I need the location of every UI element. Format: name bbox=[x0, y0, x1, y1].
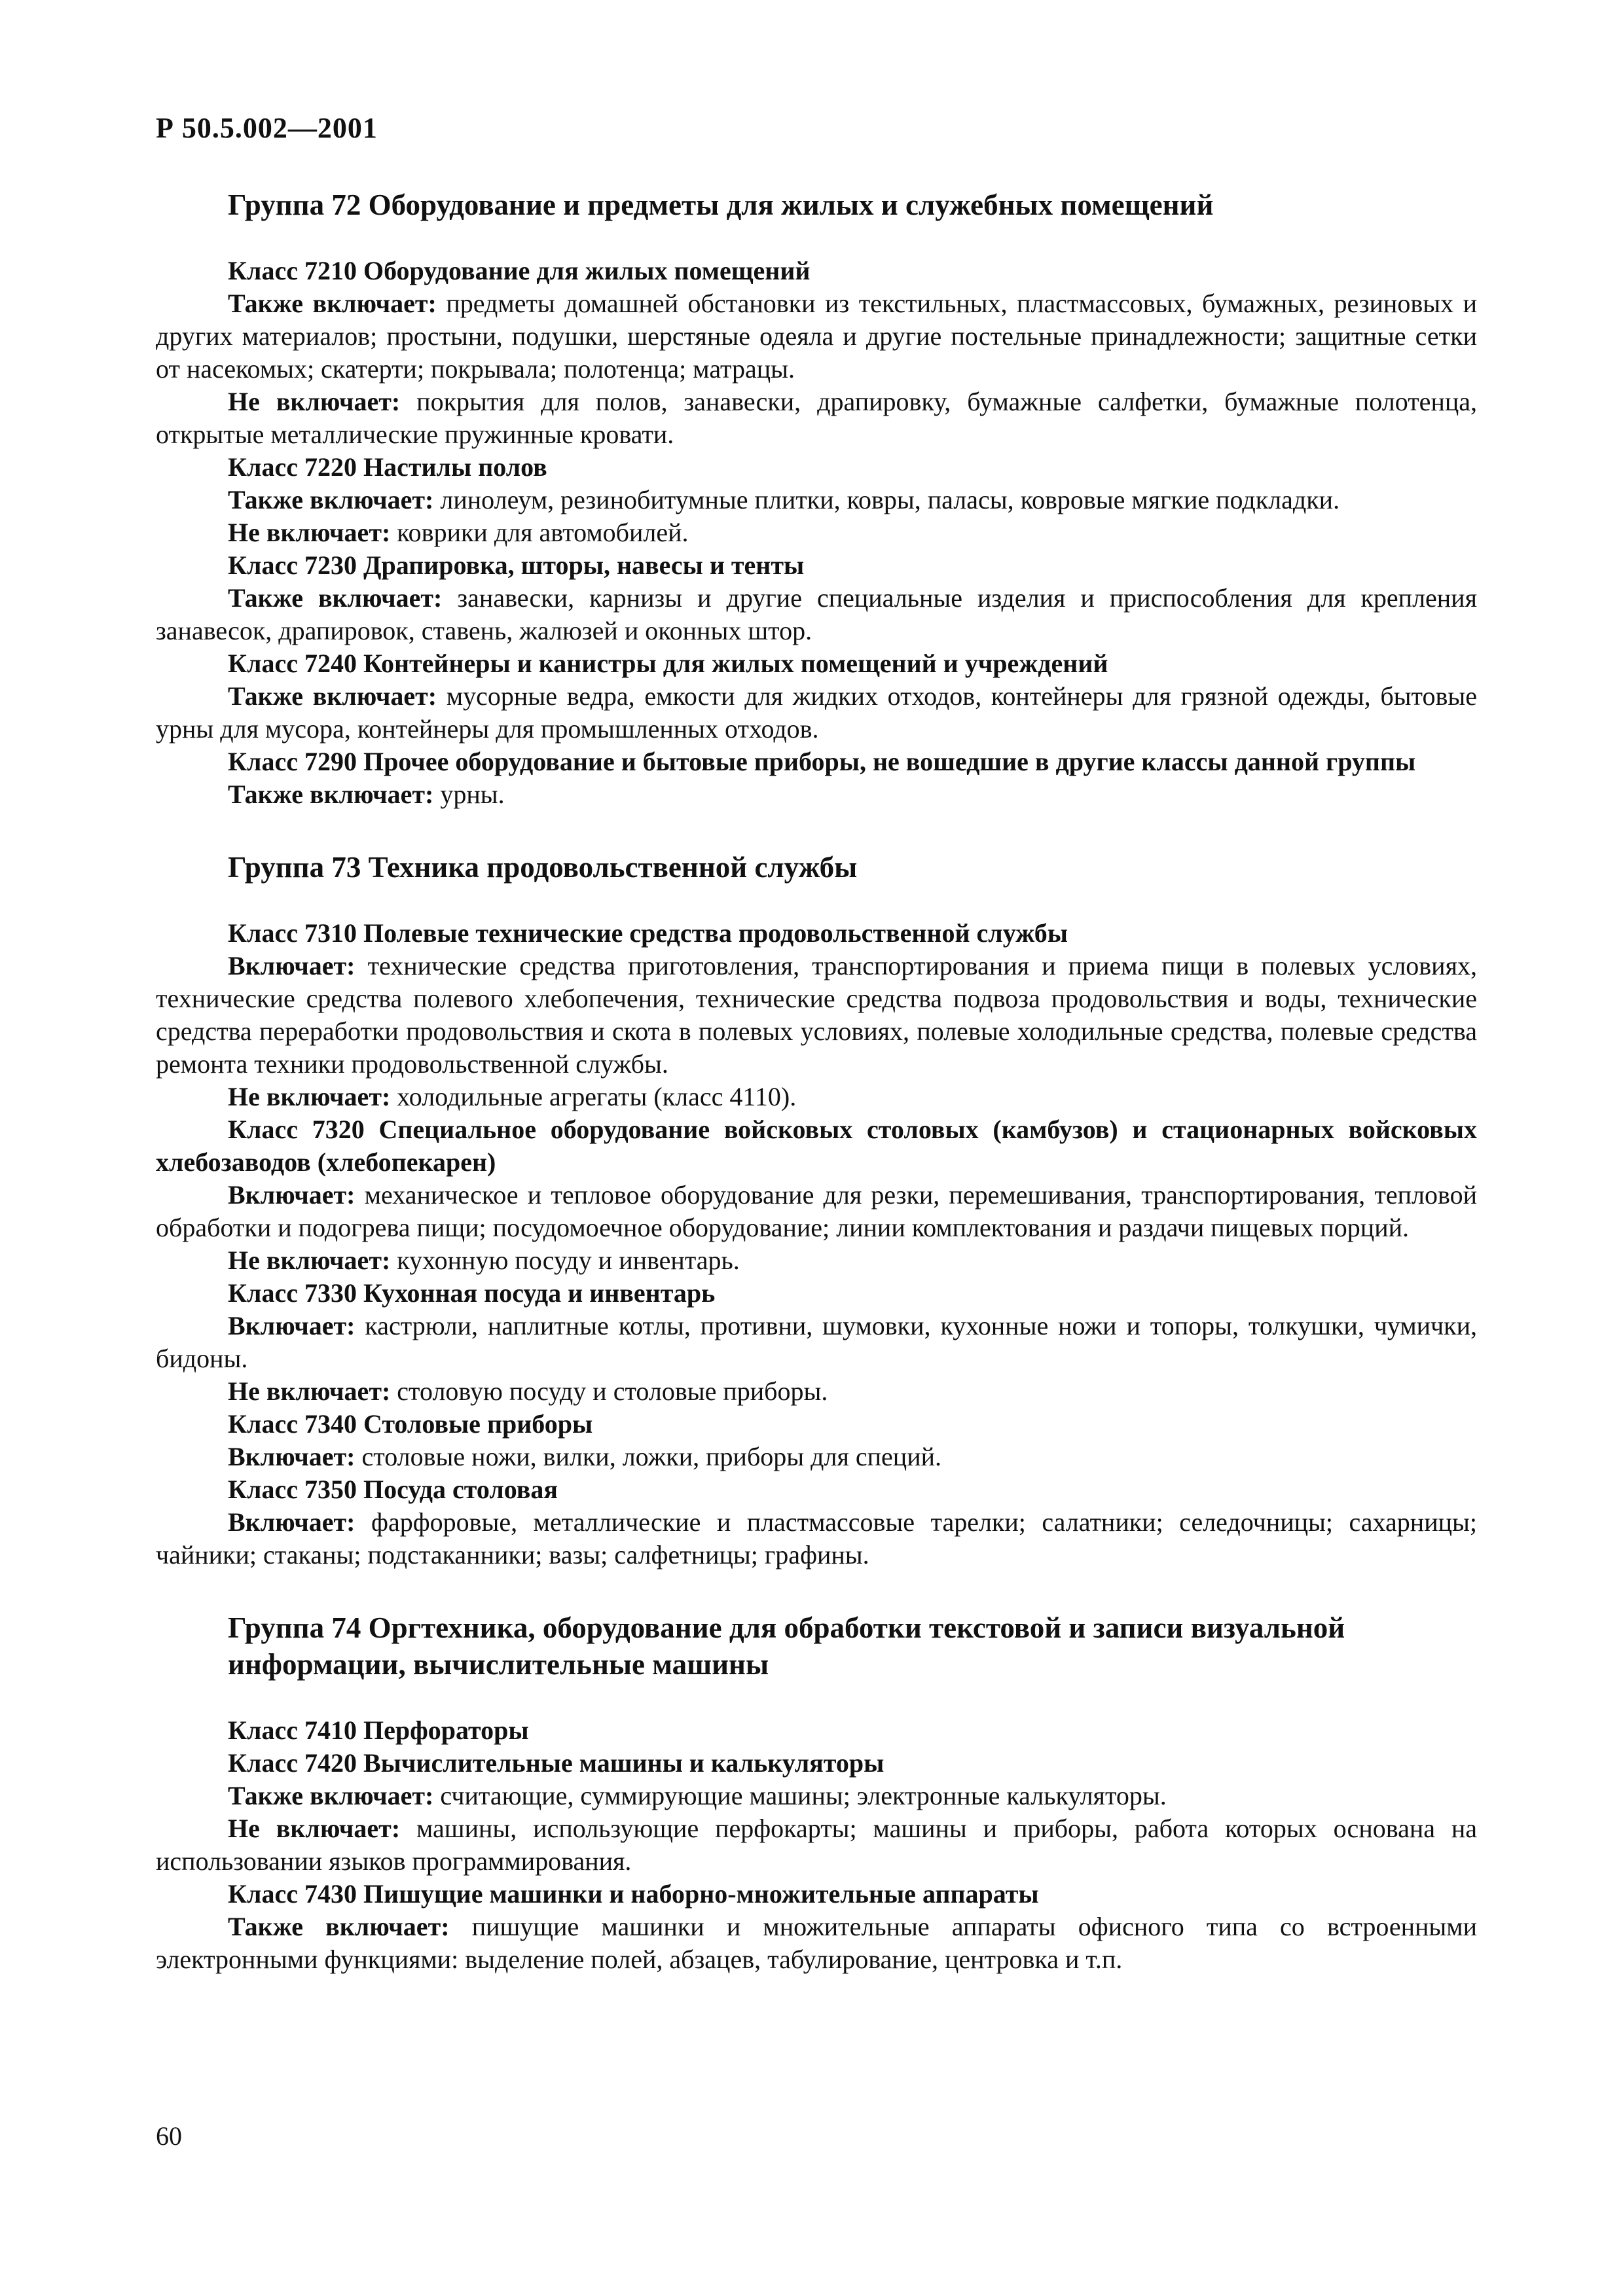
paragraph-text: пишущие машинки и множительные аппараты офисного типа со встроенными электронными функциями: выделение полей, абзацев, табулирование, центровка и т.п. bbox=[156, 1912, 1477, 1974]
class-heading: Класс 7410 Перфораторы bbox=[228, 1715, 529, 1745]
paragraph-label: Также включает: bbox=[228, 485, 434, 514]
class-heading: Класс 7220 Настилы полов bbox=[228, 452, 547, 482]
paragraph-text: машины, использующие перфокарты; машины и приборы, работа которых основана на использовании языков программирования. bbox=[156, 1814, 1478, 1876]
class-paragraph bbox=[156, 778, 1477, 811]
class-paragraph bbox=[156, 386, 1477, 451]
paragraph-text: урны. bbox=[433, 780, 505, 809]
class-heading: Класс 7340 Столовые приборы bbox=[228, 1409, 593, 1439]
paragraph-label: Не включает: bbox=[228, 1246, 391, 1275]
paragraph-label: Также включает: bbox=[228, 681, 437, 711]
class-heading: Класс 7310 Полевые технические средства продовольственной службы bbox=[228, 918, 1068, 948]
paragraph-label: Включает: bbox=[228, 951, 356, 980]
class-paragraph bbox=[156, 582, 1477, 647]
paragraph-text: фарфоровые, металлические и пластмассовые тарелки; салатники; селедочницы; сахарницы; чайники; стаканы; подстаканники; вазы; салфетницы; графины. bbox=[156, 1507, 1477, 1570]
class-heading: Класс 7290 Прочее оборудование и бытовые приборы, не вошедшие в другие классы данной группы bbox=[228, 747, 1416, 776]
group-section bbox=[156, 849, 1477, 1571]
group-section bbox=[156, 1609, 1477, 1976]
class-heading: Класс 7430 Пишущие машинки и наборно-множительные аппараты bbox=[228, 1879, 1039, 1909]
page-number: 60 bbox=[156, 2121, 182, 2151]
paragraph-text: механическое и тепловое оборудование для резки, перемешивания, транспортирования, тепловой обработки и подогрева пищи; посудомоечное оборудование; линии комплектования и раздачи пищевых порций. bbox=[156, 1180, 1477, 1242]
paragraph-label: Не включает: bbox=[228, 1814, 401, 1843]
paragraph-text: считающие, суммирующие машины; электронные калькуляторы. bbox=[433, 1781, 1167, 1810]
paragraph-text: линолеум, резинобитумные плитки, ковры, паласы, ковровые мягкие подкладки. bbox=[433, 485, 1340, 514]
class-heading: Класс 7420 Вычислительные машины и калькуляторы bbox=[228, 1748, 884, 1778]
paragraph-text: технические средства приготовления, транспортирования и приема пищи в полевых условиях, технические средства полевого хлебопечения, технические средства подвоза продовольствия и воды, технические средства переработки продовольствия и скота в полевых условиях, полевые холодильные средства, полевые средства ремонта техники продовольственной службы. bbox=[156, 951, 1477, 1079]
paragraph-label: Не включает: bbox=[228, 1082, 391, 1111]
group-section bbox=[156, 187, 1477, 811]
paragraph-text: коврики для автомобилей. bbox=[390, 518, 689, 547]
paragraph-label: Также включает: bbox=[228, 780, 434, 809]
class-paragraph bbox=[156, 484, 1477, 516]
class-heading: Класс 7230 Драпировка, шторы, навесы и тенты bbox=[228, 550, 805, 580]
paragraph-label: Включает: bbox=[228, 1442, 356, 1471]
paragraph-label: Также включает: bbox=[228, 1912, 450, 1941]
paragraph-label: Также включает: bbox=[228, 1781, 434, 1810]
class-paragraph bbox=[156, 287, 1477, 386]
paragraph-label: Включает: bbox=[228, 1507, 356, 1537]
class-paragraph bbox=[156, 1506, 1477, 1571]
paragraph-label: Также включает: bbox=[228, 583, 443, 613]
paragraph-label: Включает: bbox=[228, 1311, 356, 1340]
class-paragraph bbox=[156, 1812, 1477, 1878]
paragraph-label: Также включает: bbox=[228, 289, 437, 318]
class-heading: Класс 7320 Специальное оборудование войсковых столовых (камбузов) и стационарных войсковых хлебозаводов (хлебопекарен) bbox=[156, 1115, 1477, 1177]
paragraph-label: Включает: bbox=[228, 1180, 356, 1210]
paragraph-text: предметы домашней обстановки из текстильных, пластмассовых, бумажных, резиновых и других материалов; простыни, подушки, шерстяные одеяла и другие постельные принадлежности; защитные сетки от насекомых; скатерти; покрывала; полотенца; матрацы. bbox=[156, 289, 1478, 384]
group-heading: Группа 72 Оборудование и предметы для жилых и служебных помещений bbox=[228, 188, 1214, 221]
class-paragraph bbox=[156, 1441, 1477, 1473]
paragraph-text: кастрюли, наплитные котлы, противни, шумовки, кухонные ножи и топоры, толкушки, чумички, бидоны. bbox=[156, 1311, 1477, 1373]
paragraph-text: столовую посуду и столовые приборы. bbox=[390, 1376, 828, 1406]
paragraph-text: занавески, карнизы и другие специальные изделия и приспособления для крепления занавесок, драпировок, ставень, жалюзей и оконных штор. bbox=[156, 583, 1477, 645]
class-heading: Класс 7240 Контейнеры и канистры для жилых помещений и учреждений bbox=[228, 649, 1108, 678]
group-heading: Группа 73 Техника продовольственной службы bbox=[228, 851, 858, 884]
class-paragraph bbox=[156, 516, 1477, 549]
paragraph-text: столовые ножи, вилки, ложки, приборы для специй. bbox=[355, 1442, 942, 1471]
paragraph-text: покрытия для полов, занавески, драпировку, бумажные салфетки, бумажные полотенца, открытые металлические пружинные кровати. bbox=[156, 387, 1478, 449]
class-paragraph bbox=[156, 680, 1477, 745]
class-paragraph bbox=[156, 1179, 1477, 1244]
paragraph-label: Не включает: bbox=[228, 518, 391, 547]
class-paragraph bbox=[156, 1081, 1477, 1113]
class-heading: Класс 7350 Посуда столовая bbox=[228, 1475, 558, 1504]
class-paragraph bbox=[156, 1244, 1477, 1277]
class-paragraph bbox=[156, 1910, 1477, 1976]
paragraph-text: кухонную посуду и инвентарь. bbox=[390, 1246, 740, 1275]
class-paragraph bbox=[156, 1780, 1477, 1812]
paragraph-text: холодильные агрегаты (класс 4110). bbox=[390, 1082, 797, 1111]
class-paragraph bbox=[156, 1375, 1477, 1408]
class-paragraph bbox=[156, 950, 1477, 1081]
paragraph-text: мусорные ведра, емкости для жидких отходов, контейнеры для грязной одежды, бытовые урны для мусора, контейнеры для промышленных отходов. bbox=[156, 681, 1478, 744]
page-content bbox=[156, 187, 1477, 1976]
class-paragraph bbox=[156, 1310, 1477, 1375]
document-code: Р 50.5.002—2001 bbox=[156, 112, 378, 144]
paragraph-label: Не включает: bbox=[228, 1376, 391, 1406]
group-heading: Группа 74 Оргтехника, оборудование для обработки текстовой и записи визуальной информации, вычислительные машины bbox=[228, 1611, 1345, 1681]
class-heading: Класс 7330 Кухонная посуда и инвентарь bbox=[228, 1278, 716, 1308]
paragraph-label: Не включает: bbox=[228, 387, 401, 416]
class-heading: Класс 7210 Оборудование для жилых помещений bbox=[228, 256, 811, 285]
